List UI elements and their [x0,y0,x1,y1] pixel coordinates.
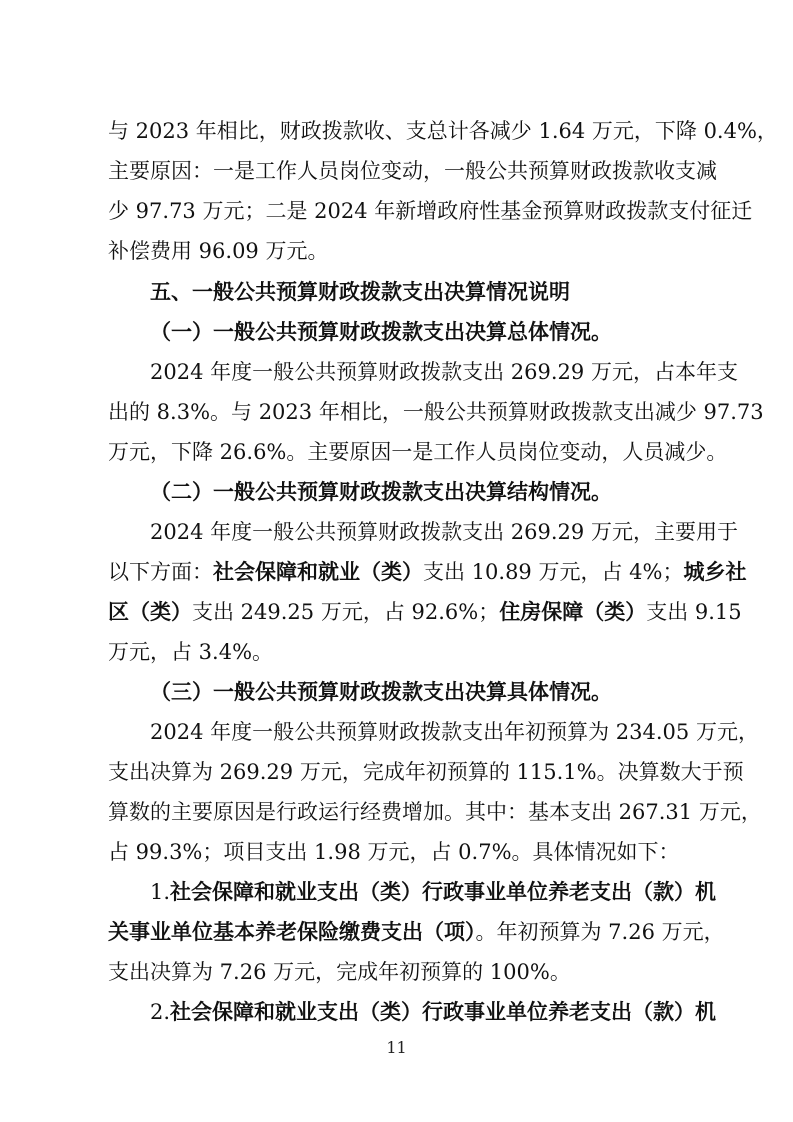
paragraph-line: 2024 年度一般公共预算财政拨款支出 269.29 万元，主要用于 [150,520,738,544]
text-run: 以下方面： [108,560,213,584]
paragraph-line: 补偿费用 96.09 万元。 [108,239,329,263]
subsection-heading: （三）一般公共预算财政拨款支出决算具体情况。 [150,680,612,704]
text-run: 支出 9.15 [646,600,742,624]
category-bold: 城乡社 [683,560,747,584]
item-number: 2. [150,1000,171,1024]
paragraph-line: 支出决算为 269.29 万元，完成年初预算的 115.1%。决算数大于预 [108,760,744,784]
paragraph-line: 2024 年度一般公共预算财政拨款支出年初预算为 234.05 万元， [150,720,759,744]
paragraph-line: 出的 8.3%。与 2023 年相比，一般公共预算财政拨款支出减少 97.73 [108,400,764,424]
text-run: 。年初预算为 7.26 万元， [475,920,725,944]
item-line [150,878,717,906]
paragraph-line: 万元，下降 26.6%。主要原因一是工作人员岗位变动，人员减少。 [108,440,728,464]
item-title-bold: 关事业单位基本养老保险缴费支出（项） [108,920,476,944]
text-run: 支出 249.25 万元，占 92.6%； [192,600,500,624]
page-number: 11 [386,1038,407,1057]
paragraph-line: 与 2023 年相比，财政拨款收、支总计各减少 1.64 万元，下降 0.4%， [108,119,778,143]
paragraph-line: 主要原因：一是工作人员岗位变动，一般公共预算财政拨款收支减 [108,159,717,183]
paragraph-line: 支出决算为 7.26 万元，完成年初预算的 100%。 [108,960,571,984]
paragraph-line: 算数的主要原因是行政运行经费增加。其中：基本支出 267.31 万元， [108,800,762,824]
item-title-bold: 社会保障和就业支出（类）行政事业单位养老支出（款）机 [170,880,717,904]
subsection-heading: （一）一般公共预算财政拨款支出决算总体情况。 [150,320,612,344]
item-line [150,998,717,1026]
section-heading: 五、一般公共预算财政拨款支出决算情况说明 [150,280,570,304]
item-line [108,918,725,946]
paragraph-line [108,598,742,626]
paragraph-line: 少 97.73 万元；二是 2024 年新增政府性基金预算财政拨款支付征迁 [108,199,753,223]
paragraph-line: 万元，占 3.4%。 [108,640,274,664]
paragraph-line: 2024 年度一般公共预算财政拨款支出 269.29 万元，占本年支 [150,360,738,384]
paragraph-line [108,558,747,586]
paragraph-line: 占 99.3%；项目支出 1.98 万元，占 0.7%。具体情况如下： [108,840,680,864]
item-title-bold: 社会保障和就业支出（类）行政事业单位养老支出（款）机 [170,1000,717,1024]
category-bold: 区（类） [108,600,192,624]
item-number: 1. [150,880,171,904]
category-bold: 社会保障和就业（类） [213,560,423,584]
subsection-heading: （二）一般公共预算财政拨款支出决算结构情况。 [150,480,612,504]
text-run: 支出 10.89 万元，占 4%； [423,560,684,584]
category-bold: 住房保障（类） [499,600,647,624]
